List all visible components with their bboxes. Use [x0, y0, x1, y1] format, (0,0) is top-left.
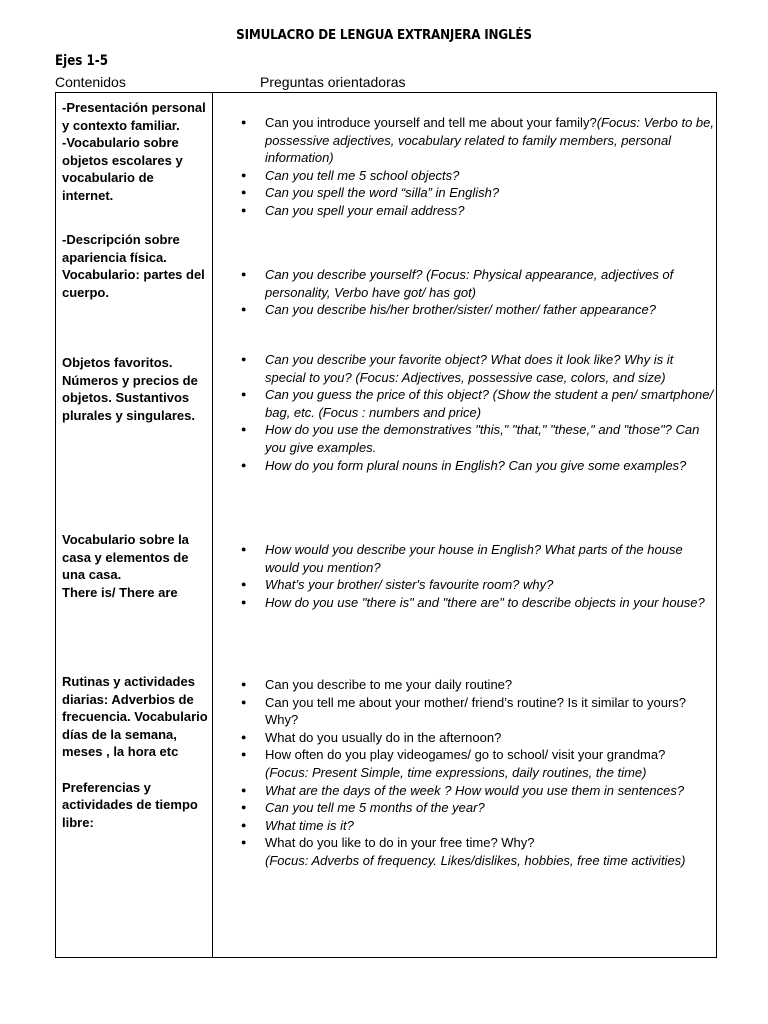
- topic-spacer: [62, 761, 208, 779]
- questions-favorite-objects: [236, 351, 714, 474]
- question-text: Can you describe his/her brother/sister/ mother/ father appearance?: [265, 302, 656, 318]
- question-item: [236, 114, 714, 167]
- question-item: [236, 301, 714, 319]
- question-focus: (Focus: Present Simple, time expressions, daily routines, the time): [265, 764, 647, 780]
- question-text: What are the days of the week ? How would you use them in sentences?: [265, 782, 685, 798]
- question-text: Can you describe to me your daily routine?: [265, 677, 513, 692]
- question-text: How do you use the demonstratives "this," "that," "these," and "those"? Can you give examples.: [265, 422, 700, 455]
- question-text: What’s your brother/ sister's favourite room? why?: [265, 577, 554, 593]
- column-divider: [212, 93, 213, 957]
- topic-line: Vocabulario sobre la casa y elementos de una casa.: [62, 532, 189, 583]
- question-item: [236, 594, 714, 612]
- question-text: How do you use "there is" and "there are" to describe objects in your house?: [265, 594, 705, 610]
- question-item: [236, 676, 714, 694]
- question-focus: (Focus: Verbo to be, possessive adjectives, vocabulary related to family members, personal information): [265, 115, 714, 166]
- question-item: [236, 167, 714, 185]
- question-item: [236, 729, 714, 747]
- topic-routines: [62, 673, 208, 831]
- question-text: Can you describe your favorite object? What does it look like? Why is it special to you? (Focus: Adjectives, possessive case, colors, and size): [265, 352, 674, 385]
- axes-subtitle: Ejes 1-5: [55, 53, 109, 69]
- topic-line: Vocabulario: partes del cuerpo.: [62, 267, 205, 300]
- topic-house: [62, 531, 208, 601]
- question-item: [236, 541, 714, 576]
- question-item: [236, 746, 714, 781]
- question-item: [236, 202, 714, 220]
- question-item: [236, 184, 714, 202]
- question-text: Can you spell the word “silla” in English?: [265, 185, 500, 201]
- question-item: [236, 817, 714, 835]
- column-header-contents: Contenidos: [55, 74, 126, 90]
- question-text: Can you tell me about your mother/ friend’s routine? Is it similar to yours? Why?: [265, 694, 687, 728]
- content-table: [55, 92, 717, 958]
- question-item: [236, 694, 714, 729]
- topic-presentation: [62, 99, 208, 205]
- question-text: Can you spell your email address?: [265, 202, 465, 218]
- question-text: What do you like to do in your free time? Why?: [265, 835, 535, 851]
- question-text: Can you tell me 5 months of the year?: [265, 800, 485, 816]
- column-header-questions: Preguntas orientadoras: [260, 74, 406, 90]
- topic-line: -Vocabulario sobre objetos escolares y vocabulario de internet.: [62, 135, 183, 203]
- questions-routines: [236, 676, 714, 870]
- topic-line: -Descripción sobre apariencia física.: [62, 232, 180, 265]
- question-text: Can you introduce yourself and tell me about your family?: [265, 115, 597, 130]
- question-item: [236, 386, 714, 421]
- topic-line: Rutinas y actividades diarias: Adverbios de frecuencia. Vocabulario días de la semana, meses , la hora etc: [62, 674, 208, 760]
- question-item: [236, 576, 714, 594]
- question-text: How often do you play videogames/ go to school/ visit your grandma?: [265, 747, 666, 763]
- question-text: How would you describe your house in English? What parts of the house would you mention?: [265, 542, 683, 575]
- question-item: [236, 351, 714, 386]
- question-text: Can you tell me 5 school objects?: [265, 167, 460, 183]
- question-text: How do you form plural nouns in English? Can you give some examples?: [265, 457, 687, 473]
- question-text: Can you describe yourself? (Focus: Physical appearance, adjectives of personality, Verbo have got/ has got): [265, 267, 674, 300]
- question-item: [236, 799, 714, 817]
- question-text: Can you guess the price of this object? (Show the student a pen/ smartphone/ bag, etc. (Focus : numbers and price): [265, 387, 714, 420]
- question-item: [236, 457, 714, 475]
- topic-physical-appearance: [62, 231, 208, 301]
- topic-line: Objetos favoritos. Números y precios de objetos. Sustantivos plurales y singulares.: [62, 355, 198, 423]
- questions-presentation: [236, 114, 714, 220]
- document-title: SIMULACRO DE LENGUA EXTRANJERA INGLÉS: [236, 28, 532, 43]
- questions-physical-appearance: [236, 266, 714, 319]
- question-item: [236, 421, 714, 456]
- questions-house: [236, 541, 714, 611]
- question-text: What do you usually do in the afternoon?: [265, 729, 502, 745]
- question-item: [236, 782, 714, 800]
- topic-line: There is/ There are: [62, 584, 178, 600]
- topic-line: Preferencias y actividades de tiempo libre:: [62, 779, 198, 830]
- question-focus: (Focus: Adverbs of frequency. Likes/dislikes, hobbies, free time activities): [265, 852, 686, 868]
- question-item: [236, 834, 714, 869]
- topic-favorite-objects: [62, 354, 208, 424]
- question-text: What time is it?: [265, 817, 354, 833]
- question-item: [236, 266, 714, 301]
- topic-line: -Presentación personal y contexto familiar.: [62, 100, 206, 133]
